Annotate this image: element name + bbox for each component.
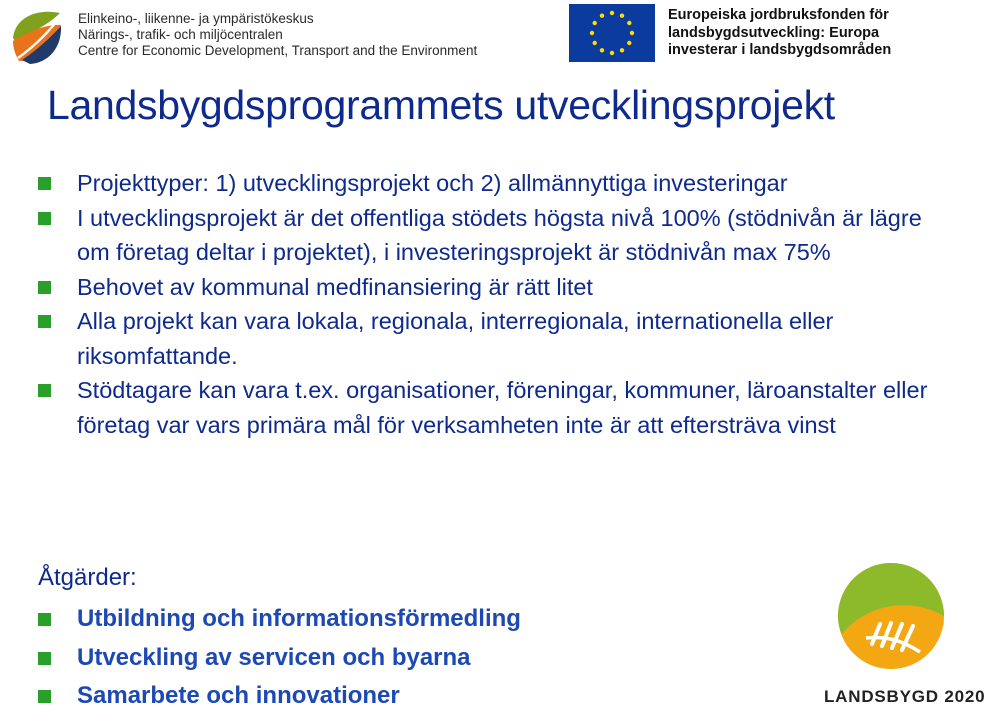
ely-line-swedish: Närings-, trafik- och miljöcentralen xyxy=(78,27,283,42)
landsbygd-2020-wordmark: LANDSBYGD 2020 xyxy=(824,687,985,706)
bullet-square-icon xyxy=(38,384,51,397)
measures-heading: Åtgärder: xyxy=(38,564,137,591)
ely-line-finnish: Elinkeino-, liikenne- ja ympäristökeskus xyxy=(78,11,314,26)
ely-agency-name xyxy=(78,11,477,59)
eu-caption-line-3: investerar i landsbygdsområden xyxy=(668,42,892,58)
eu-flag-icon xyxy=(569,4,655,62)
bullet-square-icon xyxy=(38,281,51,294)
measure-item xyxy=(38,677,738,716)
bullet-item xyxy=(38,201,938,270)
measure-text: Utveckling av servicen och byarna xyxy=(77,643,471,671)
ely-line-english: Centre for Economic Development, Transport and the Environment xyxy=(78,43,478,58)
slide-header xyxy=(0,0,960,72)
bullet-square-icon xyxy=(38,212,51,225)
bullet-item xyxy=(38,373,938,442)
bullet-square-icon xyxy=(38,652,51,665)
bullet-text: I utvecklingsprojekt är det offentliga stödets högsta nivå 100% (stödnivån är lägre om företag deltar i projektet), i investeringsprojekt är stödnivån max 75% xyxy=(77,204,922,265)
eu-caption-line-1: Europeiska jordbruksfonden för xyxy=(668,7,889,23)
eu-caption-line-2: landsbygdsutveckling: Europa xyxy=(668,24,880,41)
bullet-text: Projekttyper: 1) utvecklingsprojekt och 2) allmännyttiga investeringar xyxy=(77,170,788,196)
bullet-list xyxy=(38,166,938,442)
bullet-text: Alla projekt kan vara lokala, regionala, interregionala, internationella eller riksomfattande. xyxy=(77,308,834,369)
bullet-text: Behovet av kommunal medfinansiering är rätt litet xyxy=(77,273,593,300)
measures-list xyxy=(38,600,738,716)
bullet-item xyxy=(38,270,938,305)
measure-text: Samarbete och innovationer xyxy=(77,682,400,709)
measure-text: Utbildning och informationsförmedling xyxy=(77,605,521,632)
bullet-square-icon xyxy=(38,315,51,328)
bullet-item xyxy=(38,166,938,201)
bullet-square-icon xyxy=(38,177,51,190)
bullet-item xyxy=(38,304,938,373)
ely-leaf-logo-icon xyxy=(6,4,66,66)
bullet-square-icon xyxy=(38,690,51,703)
landsbygd-2020-logo-icon xyxy=(836,560,946,672)
slide-title: Landsbygdsprogrammets utvecklingsprojekt xyxy=(47,82,835,128)
measure-item xyxy=(38,639,738,678)
bullet-square-icon xyxy=(38,613,51,626)
eu-fund-caption xyxy=(668,7,891,60)
bullet-text: Stödtagare kan vara t.ex. organisationer, föreningar, kommuner, läroanstalter eller företag var vars primära mål för verksamheten inte är att eftersträva vinst xyxy=(77,377,928,438)
measure-item xyxy=(38,600,738,639)
